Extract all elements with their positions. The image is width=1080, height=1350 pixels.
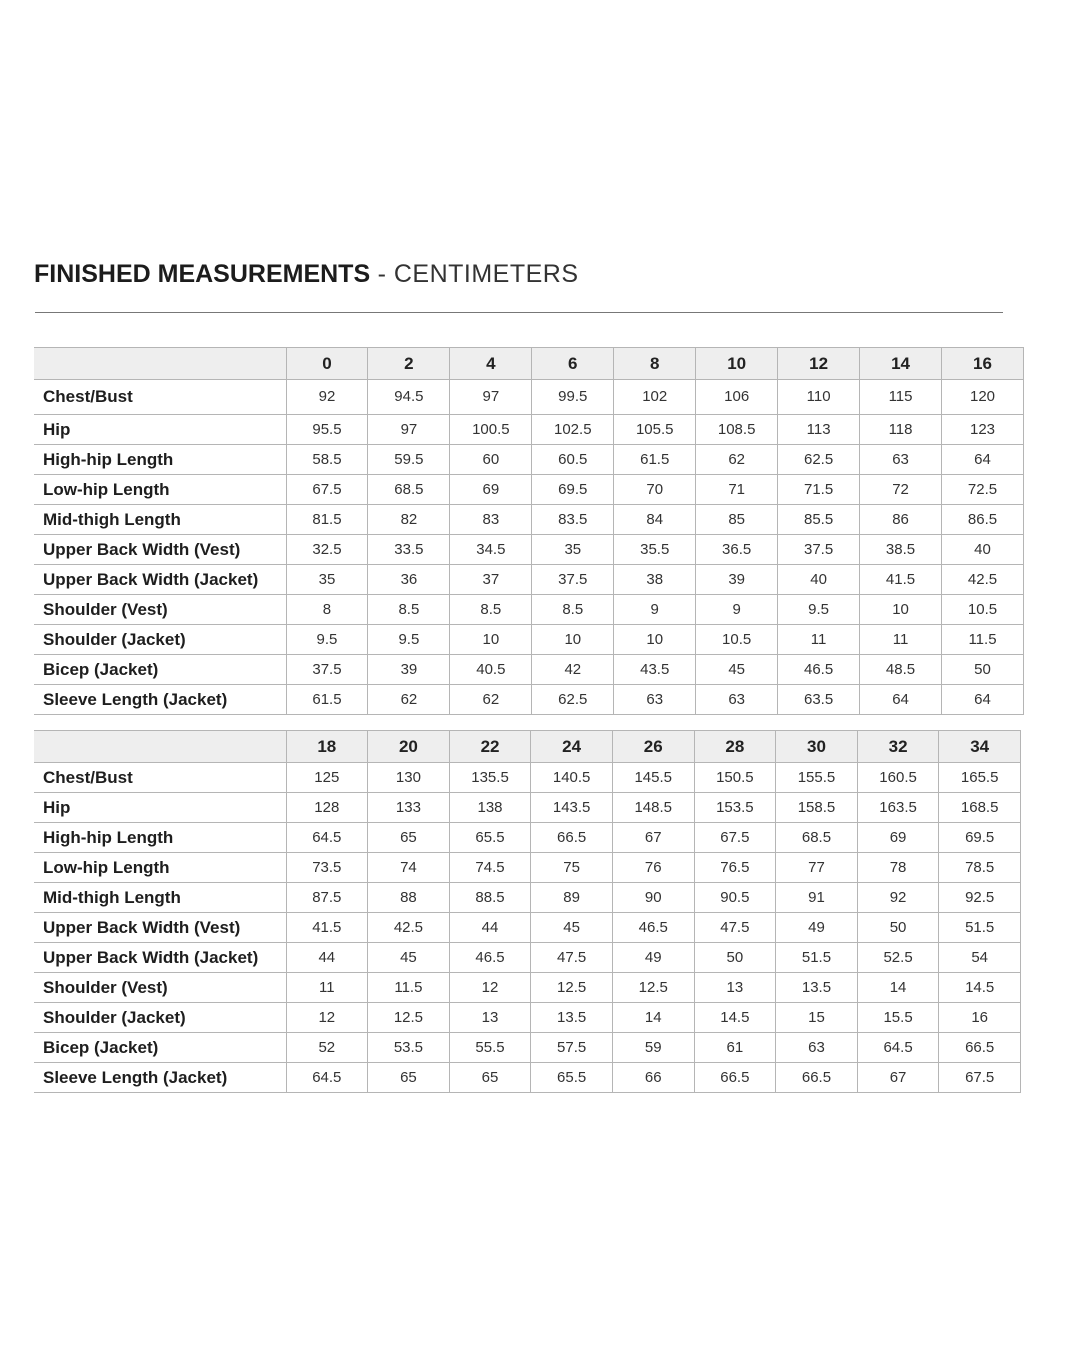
measurement-value-cell: 71: [696, 475, 778, 505]
measurement-value-cell: 39: [696, 565, 778, 595]
size-header-cell: 8: [614, 348, 696, 380]
measurement-value-cell: 123: [942, 415, 1024, 445]
measurement-value-cell: 165.5: [939, 763, 1021, 793]
measurement-value-cell: 90: [612, 883, 694, 913]
measurement-row: [34, 655, 1024, 685]
measurement-value-cell: 163.5: [857, 793, 939, 823]
measurement-value-cell: 8.5: [368, 595, 450, 625]
measurement-value-cell: 99.5: [532, 380, 614, 415]
measurement-label: Upper Back Width (Jacket): [34, 943, 286, 973]
measurement-value-cell: 55.5: [449, 1033, 531, 1063]
measurement-value-cell: 37.5: [286, 655, 368, 685]
measurement-value-cell: 125: [286, 763, 368, 793]
measurement-value-cell: 66.5: [776, 1063, 858, 1093]
size-header-row: [34, 731, 1021, 763]
size-header-cell: 30: [776, 731, 858, 763]
measurement-value-cell: 88: [368, 883, 450, 913]
measurement-value-cell: 34.5: [450, 535, 532, 565]
measurement-value-cell: 63: [860, 445, 942, 475]
measurement-value-cell: 155.5: [776, 763, 858, 793]
measurement-value-cell: 59.5: [368, 445, 450, 475]
measurement-label: Chest/Bust: [34, 763, 286, 793]
measurement-value-cell: 52: [286, 1033, 368, 1063]
measurement-value-cell: 12.5: [612, 973, 694, 1003]
measurement-row: [34, 943, 1021, 973]
measurement-value-cell: 51.5: [776, 943, 858, 973]
measurement-value-cell: 110: [778, 380, 860, 415]
measurement-value-cell: 69: [450, 475, 532, 505]
measurement-value-cell: 45: [531, 913, 613, 943]
measurement-value-cell: 11.5: [368, 973, 450, 1003]
measurement-value-cell: 120: [942, 380, 1024, 415]
measurement-value-cell: 75: [531, 853, 613, 883]
measurement-value-cell: 42: [532, 655, 614, 685]
measurement-value-cell: 14.5: [694, 1003, 776, 1033]
measurement-value-cell: 42.5: [368, 913, 450, 943]
measurement-value-cell: 37.5: [532, 565, 614, 595]
measurement-value-cell: 46.5: [778, 655, 860, 685]
measurement-value-cell: 50: [942, 655, 1024, 685]
measurement-value-cell: 148.5: [612, 793, 694, 823]
measurement-value-cell: 97: [368, 415, 450, 445]
measurement-value-cell: 68.5: [368, 475, 450, 505]
measurement-value-cell: 102: [614, 380, 696, 415]
size-header-row: [34, 348, 1024, 380]
measurement-value-cell: 81.5: [286, 505, 368, 535]
measurement-value-cell: 33.5: [368, 535, 450, 565]
measurement-value-cell: 11.5: [942, 625, 1024, 655]
measurement-row: [34, 883, 1021, 913]
measurement-value-cell: 38.5: [860, 535, 942, 565]
measurement-label: Bicep (Jacket): [34, 1033, 286, 1063]
measurement-value-cell: 64: [942, 685, 1024, 715]
measurement-value-cell: 41.5: [860, 565, 942, 595]
title-separator: -: [370, 260, 394, 288]
measurement-value-cell: 38: [614, 565, 696, 595]
measurement-value-cell: 65: [368, 823, 450, 853]
measurement-row: [34, 380, 1024, 415]
measurement-value-cell: 145.5: [612, 763, 694, 793]
measurement-value-cell: 65.5: [531, 1063, 613, 1093]
measurement-value-cell: 69.5: [532, 475, 614, 505]
measurement-value-cell: 118: [860, 415, 942, 445]
size-header-cell: 14: [860, 348, 942, 380]
measurement-value-cell: 36: [368, 565, 450, 595]
measurement-value-cell: 62: [450, 685, 532, 715]
measurement-value-cell: 85.5: [778, 505, 860, 535]
measurement-value-cell: 44: [286, 943, 368, 973]
measurement-value-cell: 62: [368, 685, 450, 715]
measurement-label: Mid-thigh Length: [34, 883, 286, 913]
size-header-cell: 32: [857, 731, 939, 763]
measurement-row: [34, 595, 1024, 625]
measurement-value-cell: 100.5: [450, 415, 532, 445]
measurement-value-cell: 32.5: [286, 535, 368, 565]
measurement-value-cell: 62.5: [532, 685, 614, 715]
measurement-value-cell: 106: [696, 380, 778, 415]
measurement-value-cell: 85: [696, 505, 778, 535]
measurement-value-cell: 37.5: [778, 535, 860, 565]
measurement-label: Shoulder (Jacket): [34, 1003, 286, 1033]
measurement-value-cell: 11: [778, 625, 860, 655]
measurement-value-cell: 11: [860, 625, 942, 655]
measurement-value-cell: 43.5: [614, 655, 696, 685]
measurement-value-cell: 66.5: [531, 823, 613, 853]
measurement-row: [34, 853, 1021, 883]
measurement-value-cell: 67.5: [694, 823, 776, 853]
measurement-value-cell: 9.5: [778, 595, 860, 625]
measurement-value-cell: 84: [614, 505, 696, 535]
header-corner-cell: [34, 731, 286, 763]
measurement-value-cell: 60: [450, 445, 532, 475]
measurement-value-cell: 58.5: [286, 445, 368, 475]
measurement-value-cell: 95.5: [286, 415, 368, 445]
measurement-row: [34, 475, 1024, 505]
measurement-value-cell: 66.5: [939, 1033, 1021, 1063]
measurement-value-cell: 67.5: [286, 475, 368, 505]
measurement-value-cell: 50: [694, 943, 776, 973]
measurement-value-cell: 53.5: [368, 1033, 450, 1063]
measurement-value-cell: 9: [614, 595, 696, 625]
measurement-value-cell: 60.5: [532, 445, 614, 475]
measurement-value-cell: 69.5: [939, 823, 1021, 853]
measurement-value-cell: 14: [857, 973, 939, 1003]
measurement-row: [34, 823, 1021, 853]
measurement-value-cell: 86: [860, 505, 942, 535]
measurement-value-cell: 9.5: [368, 625, 450, 655]
measurement-value-cell: 115: [860, 380, 942, 415]
measurement-value-cell: 63: [614, 685, 696, 715]
size-header-cell: 20: [368, 731, 450, 763]
size-chart-table-large-sizes: [34, 730, 1021, 1093]
measurement-value-cell: 65: [368, 1063, 450, 1093]
measurement-value-cell: 68.5: [776, 823, 858, 853]
measurement-value-cell: 47.5: [531, 943, 613, 973]
measurement-value-cell: 49: [612, 943, 694, 973]
measurement-value-cell: 83.5: [532, 505, 614, 535]
measurement-value-cell: 40.5: [450, 655, 532, 685]
measurement-value-cell: 35: [532, 535, 614, 565]
measurement-row: [34, 913, 1021, 943]
measurement-value-cell: 16: [939, 1003, 1021, 1033]
measurement-value-cell: 13: [449, 1003, 531, 1033]
measurement-row: [34, 1063, 1021, 1093]
measurement-value-cell: 12.5: [368, 1003, 450, 1033]
measurement-label: Sleeve Length (Jacket): [34, 1063, 286, 1093]
measurement-value-cell: 9: [696, 595, 778, 625]
measurement-value-cell: 63.5: [778, 685, 860, 715]
measurement-value-cell: 130: [368, 763, 450, 793]
measurement-value-cell: 39: [368, 655, 450, 685]
measurement-value-cell: 64: [942, 445, 1024, 475]
measurement-row: [34, 565, 1024, 595]
measurement-value-cell: 44: [449, 913, 531, 943]
measurement-label: Hip: [34, 793, 286, 823]
measurement-value-cell: 140.5: [531, 763, 613, 793]
size-header-cell: 12: [778, 348, 860, 380]
measurement-value-cell: 138: [449, 793, 531, 823]
measurement-value-cell: 10: [860, 595, 942, 625]
measurement-value-cell: 160.5: [857, 763, 939, 793]
measurement-value-cell: 13: [694, 973, 776, 1003]
measurement-value-cell: 13.5: [531, 1003, 613, 1033]
size-header-cell: 22: [449, 731, 531, 763]
measurement-value-cell: 77: [776, 853, 858, 883]
measurement-value-cell: 90.5: [694, 883, 776, 913]
measurement-value-cell: 74: [368, 853, 450, 883]
measurement-label: Upper Back Width (Jacket): [34, 565, 286, 595]
size-header-cell: 18: [286, 731, 368, 763]
measurement-value-cell: 9.5: [286, 625, 368, 655]
measurement-value-cell: 92: [857, 883, 939, 913]
measurement-value-cell: 45: [696, 655, 778, 685]
measurement-label: Bicep (Jacket): [34, 655, 286, 685]
size-header-cell: 6: [532, 348, 614, 380]
measurement-value-cell: 46.5: [612, 913, 694, 943]
measurement-row: [34, 763, 1021, 793]
measurement-value-cell: 35.5: [614, 535, 696, 565]
measurement-row: [34, 1003, 1021, 1033]
measurement-value-cell: 82: [368, 505, 450, 535]
measurement-label: Chest/Bust: [34, 380, 286, 415]
measurement-value-cell: 108.5: [696, 415, 778, 445]
measurement-value-cell: 13.5: [776, 973, 858, 1003]
measurement-value-cell: 52.5: [857, 943, 939, 973]
measurement-value-cell: 76: [612, 853, 694, 883]
measurement-row: [34, 1033, 1021, 1063]
size-chart-table-small-sizes: [34, 347, 1024, 715]
measurement-value-cell: 128: [286, 793, 368, 823]
measurement-value-cell: 54: [939, 943, 1021, 973]
measurement-value-cell: 51.5: [939, 913, 1021, 943]
header-corner-cell: [34, 348, 286, 380]
measurement-value-cell: 72: [860, 475, 942, 505]
measurement-value-cell: 69: [857, 823, 939, 853]
measurement-value-cell: 61: [694, 1033, 776, 1063]
measurement-value-cell: 8: [286, 595, 368, 625]
measurement-value-cell: 10.5: [696, 625, 778, 655]
measurement-value-cell: 12.5: [531, 973, 613, 1003]
measurement-value-cell: 50: [857, 913, 939, 943]
measurement-label: Shoulder (Vest): [34, 973, 286, 1003]
measurement-value-cell: 10.5: [942, 595, 1024, 625]
title-divider: [35, 312, 1003, 313]
measurement-value-cell: 10: [614, 625, 696, 655]
title-main: FINISHED MEASUREMENTS: [34, 260, 371, 288]
measurement-value-cell: 12: [449, 973, 531, 1003]
measurement-value-cell: 36.5: [696, 535, 778, 565]
measurement-value-cell: 15: [776, 1003, 858, 1033]
measurement-value-cell: 14: [612, 1003, 694, 1033]
measurement-value-cell: 64.5: [286, 1063, 368, 1093]
measurement-value-cell: 8.5: [450, 595, 532, 625]
measurement-label: High-hip Length: [34, 445, 286, 475]
measurement-value-cell: 57.5: [531, 1033, 613, 1063]
size-header-cell: 2: [368, 348, 450, 380]
measurement-value-cell: 61.5: [286, 685, 368, 715]
measurement-value-cell: 143.5: [531, 793, 613, 823]
measurement-row: [34, 415, 1024, 445]
page-title: [34, 260, 579, 289]
measurement-value-cell: 102.5: [532, 415, 614, 445]
measurement-value-cell: 10: [450, 625, 532, 655]
measurement-value-cell: 153.5: [694, 793, 776, 823]
measurement-value-cell: 8.5: [532, 595, 614, 625]
measurement-value-cell: 61.5: [614, 445, 696, 475]
measurement-label: Shoulder (Jacket): [34, 625, 286, 655]
measurement-value-cell: 46.5: [449, 943, 531, 973]
measurement-value-cell: 45: [368, 943, 450, 973]
measurement-value-cell: 76.5: [694, 853, 776, 883]
measurement-row: [34, 793, 1021, 823]
measurement-value-cell: 66.5: [694, 1063, 776, 1093]
measurement-value-cell: 59: [612, 1033, 694, 1063]
measurement-value-cell: 135.5: [449, 763, 531, 793]
measurement-value-cell: 91: [776, 883, 858, 913]
title-unit: CENTIMETERS: [393, 260, 579, 288]
measurement-value-cell: 86.5: [942, 505, 1024, 535]
measurement-value-cell: 11: [286, 973, 368, 1003]
size-header-cell: 16: [942, 348, 1024, 380]
measurement-value-cell: 71.5: [778, 475, 860, 505]
measurement-label: Shoulder (Vest): [34, 595, 286, 625]
measurement-value-cell: 12: [286, 1003, 368, 1033]
measurement-value-cell: 64.5: [857, 1033, 939, 1063]
measurement-value-cell: 73.5: [286, 853, 368, 883]
size-header-cell: 24: [531, 731, 613, 763]
measurement-label: Low-hip Length: [34, 475, 286, 505]
measurement-label: Mid-thigh Length: [34, 505, 286, 535]
measurement-value-cell: 94.5: [368, 380, 450, 415]
measurement-value-cell: 40: [778, 565, 860, 595]
measurement-value-cell: 87.5: [286, 883, 368, 913]
measurement-value-cell: 92: [286, 380, 368, 415]
measurement-label: Low-hip Length: [34, 853, 286, 883]
measurement-row: [34, 973, 1021, 1003]
measurement-value-cell: 64.5: [286, 823, 368, 853]
size-header-cell: 0: [286, 348, 368, 380]
measurement-value-cell: 67: [612, 823, 694, 853]
measurement-value-cell: 83: [450, 505, 532, 535]
measurement-label: High-hip Length: [34, 823, 286, 853]
size-header-cell: 10: [696, 348, 778, 380]
measurement-value-cell: 62.5: [778, 445, 860, 475]
size-header-cell: 26: [612, 731, 694, 763]
measurement-value-cell: 15.5: [857, 1003, 939, 1033]
measurement-value-cell: 78: [857, 853, 939, 883]
measurement-value-cell: 72.5: [942, 475, 1024, 505]
measurement-value-cell: 78.5: [939, 853, 1021, 883]
measurement-label: Upper Back Width (Vest): [34, 535, 286, 565]
measurement-row: [34, 625, 1024, 655]
measurement-value-cell: 63: [696, 685, 778, 715]
measurement-value-cell: 70: [614, 475, 696, 505]
measurement-value-cell: 37: [450, 565, 532, 595]
measurement-value-cell: 40: [942, 535, 1024, 565]
measurement-value-cell: 150.5: [694, 763, 776, 793]
size-header-cell: 4: [450, 348, 532, 380]
measurement-value-cell: 42.5: [942, 565, 1024, 595]
measurement-label: Hip: [34, 415, 286, 445]
measurement-value-cell: 74.5: [449, 853, 531, 883]
measurement-value-cell: 49: [776, 913, 858, 943]
measurement-value-cell: 66: [612, 1063, 694, 1093]
measurement-value-cell: 62: [696, 445, 778, 475]
measurement-value-cell: 158.5: [776, 793, 858, 823]
measurement-row: [34, 445, 1024, 475]
measurement-row: [34, 505, 1024, 535]
measurement-value-cell: 14.5: [939, 973, 1021, 1003]
measurement-value-cell: 67.5: [939, 1063, 1021, 1093]
measurement-value-cell: 35: [286, 565, 368, 595]
measurement-value-cell: 65: [449, 1063, 531, 1093]
measurement-value-cell: 63: [776, 1033, 858, 1063]
measurement-value-cell: 168.5: [939, 793, 1021, 823]
measurement-value-cell: 48.5: [860, 655, 942, 685]
measurement-value-cell: 89: [531, 883, 613, 913]
measurement-value-cell: 47.5: [694, 913, 776, 943]
measurement-value-cell: 92.5: [939, 883, 1021, 913]
measurement-value-cell: 67: [857, 1063, 939, 1093]
measurement-value-cell: 113: [778, 415, 860, 445]
measurement-row: [34, 535, 1024, 565]
measurement-value-cell: 88.5: [449, 883, 531, 913]
measurement-value-cell: 64: [860, 685, 942, 715]
measurement-label: Upper Back Width (Vest): [34, 913, 286, 943]
measurement-row: [34, 685, 1024, 715]
size-header-cell: 34: [939, 731, 1021, 763]
size-header-cell: 28: [694, 731, 776, 763]
measurement-value-cell: 65.5: [449, 823, 531, 853]
measurement-value-cell: 10: [532, 625, 614, 655]
measurement-value-cell: 133: [368, 793, 450, 823]
measurement-value-cell: 105.5: [614, 415, 696, 445]
measurement-value-cell: 41.5: [286, 913, 368, 943]
measurement-value-cell: 97: [450, 380, 532, 415]
measurement-label: Sleeve Length (Jacket): [34, 685, 286, 715]
